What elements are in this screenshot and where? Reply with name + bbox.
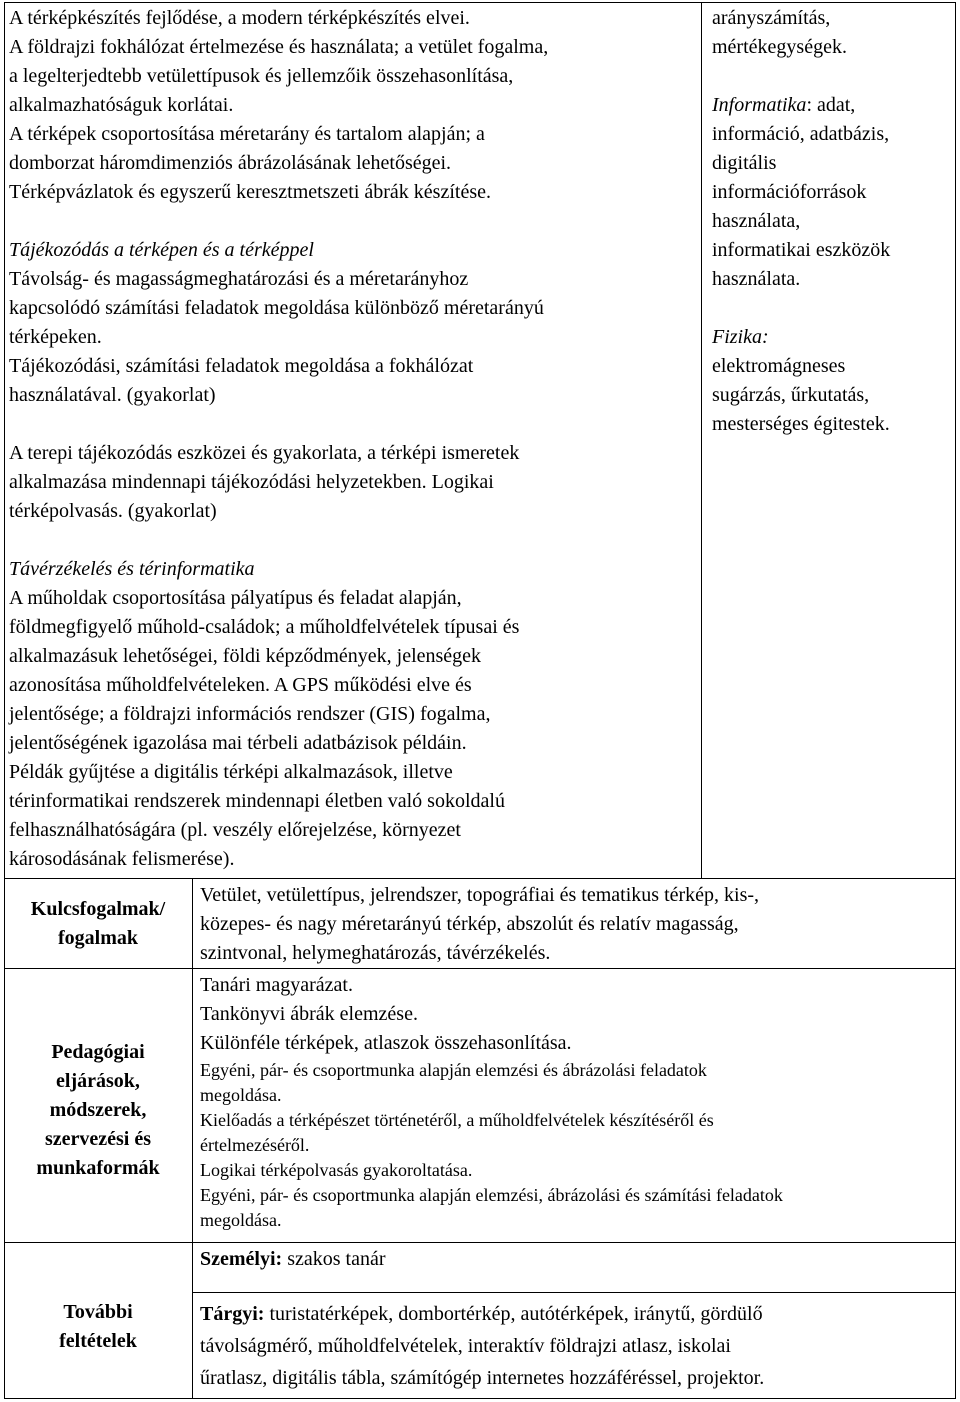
key-concepts-label <box>4 895 192 953</box>
text-line <box>712 91 952 120</box>
text-line: Tankönyvi ábrák elemzése. <box>200 1003 418 1025</box>
pedagogy-activities <box>200 1058 952 1233</box>
connections-cell <box>712 4 952 439</box>
text-line: A földrajzi fokhálózat értelmezése és használata; a vetület fogalma, <box>9 36 549 58</box>
subject-title: Informatika <box>712 94 807 116</box>
row-divider-pedagogy <box>4 968 956 969</box>
column-divider-labels <box>192 878 193 1399</box>
text-line: alkalmazásuk lehetőségei, földi képződmények, jelenségek <box>9 645 482 667</box>
text-line: Egyéni, pár- és csoportmunka alapján elemzési és ábrázolási feladatok <box>200 1060 707 1080</box>
text-line: használatával. (gyakorlat) <box>9 384 216 406</box>
text-line: Tájékozódási, számítási feladatok megoldása a fokhálózat <box>9 355 474 377</box>
math-connection <box>712 4 952 62</box>
text-line: térinformatikai rendszerek mindennapi életben való sokoldalú <box>9 790 505 812</box>
conditions-label <box>4 1298 192 1356</box>
text-line: digitális <box>712 152 777 174</box>
label-line: munkaformák <box>36 1157 160 1179</box>
text-line: A műholdak csoportosítása pályatípus és feladat alapján, <box>9 587 462 609</box>
text-line: mesterséges égitestek. <box>712 413 890 435</box>
text-line: Példák gyűjtése a digitális térképi alkalmazások, illetve <box>9 761 453 783</box>
text-line: Logikai térképolvasás gyakoroltatása. <box>200 1160 473 1180</box>
row-divider-conditions <box>4 1242 956 1243</box>
label-line: További <box>63 1301 133 1323</box>
text-line: A térképkészítés fejlődése, a modern térképkészítés elvei. <box>9 7 470 29</box>
orientation-section <box>9 236 699 410</box>
row-divider-key-concepts <box>4 878 956 879</box>
text-line: Vetület, vetülettípus, jelrendszer, topográfiai és tematikus térkép, kis-, <box>200 884 760 906</box>
label-line: Kulcsfogalmak/ <box>30 898 166 920</box>
text-line: károsodásának felismerése). <box>9 848 235 870</box>
text-line: alkalmazhatóságuk korlátai. <box>9 94 234 116</box>
table-border-bottom <box>4 1398 956 1399</box>
intro-paragraph <box>9 4 699 207</box>
text-line: felhasználhatóságára (pl. veszély előrejelzése, környezet <box>9 819 461 841</box>
pedagogy-methods <box>200 971 952 1058</box>
text-line: azonosítása műholdfelvételeken. A GPS működési elve és <box>9 674 472 696</box>
condition-label: Személyi: <box>200 1248 283 1270</box>
section-title: Távérzékelés és térinformatika <box>9 558 255 580</box>
text-line: informatikai eszközök <box>712 239 891 261</box>
text-line: Távolság- és magasságmeghatározási és a méretarányhoz <box>9 268 469 290</box>
condition-label: Tárgyi: <box>200 1303 265 1325</box>
text-line: elektromágneses <box>712 355 846 377</box>
section-title: Tájékozódás a térképen és a térképpel <box>9 239 314 261</box>
text-line: közepes- és nagy méretarányú térkép, abszolút és relatív magasság, <box>200 913 739 935</box>
text-line: megoldása. <box>200 1085 282 1105</box>
text-line: értelmezéséről. <box>200 1135 310 1155</box>
condition-value: turistatérképek, dombortérkép, autótérképek, iránytű, gördülő <box>264 1303 763 1325</box>
label-line: szervezési és <box>44 1128 152 1150</box>
text-line <box>200 1298 952 1330</box>
text-line: jelentőségének igazolása mai térbeli adatbázisok példáin. <box>9 732 467 754</box>
text-line: kapcsolódó számítási feladatok megoldása különböző méretarányú <box>9 297 544 319</box>
text-line: Különféle térképek, atlaszok összehasonlítása. <box>200 1032 572 1054</box>
text-line: használata. <box>712 268 801 290</box>
row-divider-material <box>192 1292 956 1293</box>
text-line: távolságmérő, műholdfelvételek, interaktív földrajzi atlasz, iskolai <box>200 1335 731 1357</box>
key-concepts-cell <box>200 881 952 968</box>
label-line: fogalmak <box>58 927 138 949</box>
key-concepts-text <box>200 881 952 968</box>
text-line: alkalmazása mindennapi tájékozódási helyzetekben. Logikai <box>9 471 494 493</box>
field-practice-paragraph <box>9 439 699 526</box>
label-line: eljárások, <box>56 1070 140 1092</box>
label-line: feltételek <box>59 1330 137 1352</box>
text-line: sugárzás, űrkutatás, <box>712 384 870 406</box>
text-line: A terepi tájékozódás eszközei és gyakorlata, a térképi ismeretek <box>9 442 520 464</box>
personal-conditions <box>200 1245 952 1274</box>
curriculum-table <box>4 2 956 1399</box>
text-line: információforrások <box>712 181 867 203</box>
material-conditions <box>200 1298 952 1394</box>
personal-conditions-cell <box>200 1245 952 1274</box>
table-border-right <box>955 2 956 1399</box>
remote-sensing-section <box>9 555 699 874</box>
label-line: Pedagógiai <box>51 1041 145 1063</box>
text-line: mértékegységek. <box>712 36 847 58</box>
text-fragment: : adat, <box>806 94 856 116</box>
informatics-connection <box>712 91 952 294</box>
text-line: térképeken. <box>9 326 102 348</box>
text-line: a legelterjedtebb vetülettípusok és jellemzőik összehasonlítása, <box>9 65 514 87</box>
text-line: Egyéni, pár- és csoportmunka alapján elemzési, ábrázolási és számítási feladatok <box>200 1185 783 1205</box>
text-line: domborzat háromdimenziós ábrázolásának lehetőségei. <box>9 152 452 174</box>
text-line: jelentősége; a földrajzi információs rendszer (GIS) fogalma, <box>9 703 491 725</box>
text-line: szintvonal, helymeghatározás, távérzékelés. <box>200 942 551 964</box>
text-line: Tanári magyarázat. <box>200 974 353 996</box>
text-line: térképolvasás. (gyakorlat) <box>9 500 217 522</box>
text-line: használata, <box>712 210 801 232</box>
text-line: űratlasz, digitális tábla, számítógép internetes hozzáféréssel, projektor. <box>200 1367 765 1389</box>
main-content-cell <box>9 4 699 874</box>
text-line: földmegfigyelő műhold-családok; a műholdfelvételek típusai és <box>9 616 520 638</box>
pedagogy-cell <box>200 971 952 1233</box>
pedagogy-label <box>4 1038 192 1183</box>
text-line: megoldása. <box>200 1210 282 1230</box>
text-line: Kielőadás a térképészet történetéről, a műholdfelvételek készítéséről és <box>200 1110 714 1130</box>
column-divider-connections <box>701 2 702 878</box>
subject-title: Fizika: <box>712 326 769 348</box>
text-line: információ, adatbázis, <box>712 123 890 145</box>
text-line: arányszámítás, <box>712 7 831 29</box>
material-conditions-cell <box>200 1298 952 1394</box>
table-border-left <box>4 2 5 1399</box>
text-line: Térképvázlatok és egyszerű keresztmetszeti ábrák készítése. <box>9 181 491 203</box>
physics-connection <box>712 323 952 439</box>
label-line: módszerek, <box>49 1099 147 1121</box>
condition-value: szakos tanár <box>282 1248 386 1270</box>
table-border-top <box>4 2 956 3</box>
text-line: A térképek csoportosítása méretarány és tartalom alapján; a <box>9 123 485 145</box>
